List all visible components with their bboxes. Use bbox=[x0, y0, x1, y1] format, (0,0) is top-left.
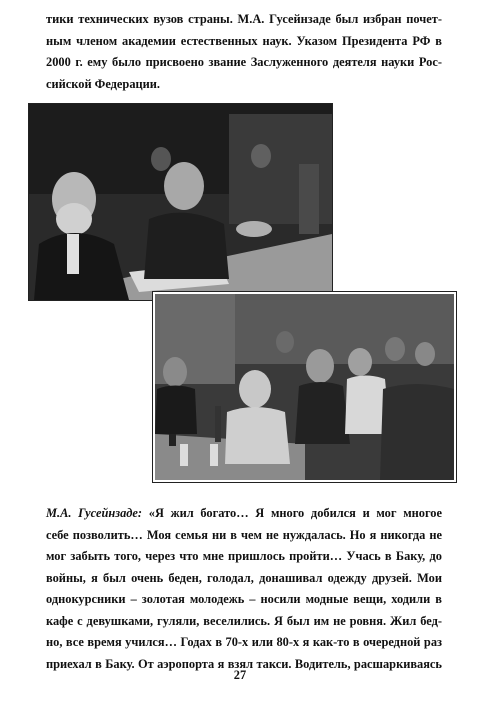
text-line bbox=[46, 503, 442, 525]
text-line: однокурсники – золотая молодежь – носили модные вещи, ходили в bbox=[46, 592, 442, 606]
text-line: приехал в Баку. От аэропорта я взял такси. Водитель, расшаркиваясь bbox=[46, 656, 442, 671]
conference-photo-top bbox=[28, 103, 333, 301]
conference-photo-bottom bbox=[153, 292, 456, 482]
top-paragraph bbox=[46, 9, 442, 95]
page-number: 27 bbox=[233, 668, 247, 682]
text-line: тики технических вузов страны. М.А. Гусейнзаде был избран почет- bbox=[46, 12, 442, 26]
text-line: сийской Федерации. bbox=[46, 76, 161, 91]
text-line: войны, я был очень беден, голодал, донашивал одежду друзей. Мои bbox=[46, 570, 442, 585]
text-line: но, все время учился… Годах в 70-х или 80-х я как-то в очередной раз bbox=[46, 635, 442, 649]
quote-paragraph bbox=[46, 503, 442, 675]
text-line: себе позволить… Моя семья ни в чем не нуждалась. Но я никогда не bbox=[46, 527, 442, 542]
text-line: мог забыть того, через что мне пришлось пройти… Учась в Баку, до bbox=[46, 549, 442, 563]
text-line: кафе с девушками, гуляли, веселились. Я был им не ровня. Жил бед- bbox=[46, 613, 442, 628]
text-line: 2000 г. ему было присвоено звание Заслуженного деятеля науки Рос- bbox=[46, 55, 442, 69]
quote-text: «Я жил богато… Я много добился и мог многое bbox=[142, 506, 442, 520]
text-line: ным членом академии естественных наук. Указом Президента РФ в bbox=[46, 33, 442, 48]
speaker-name: М.А. Гусейнзаде: bbox=[46, 506, 143, 520]
